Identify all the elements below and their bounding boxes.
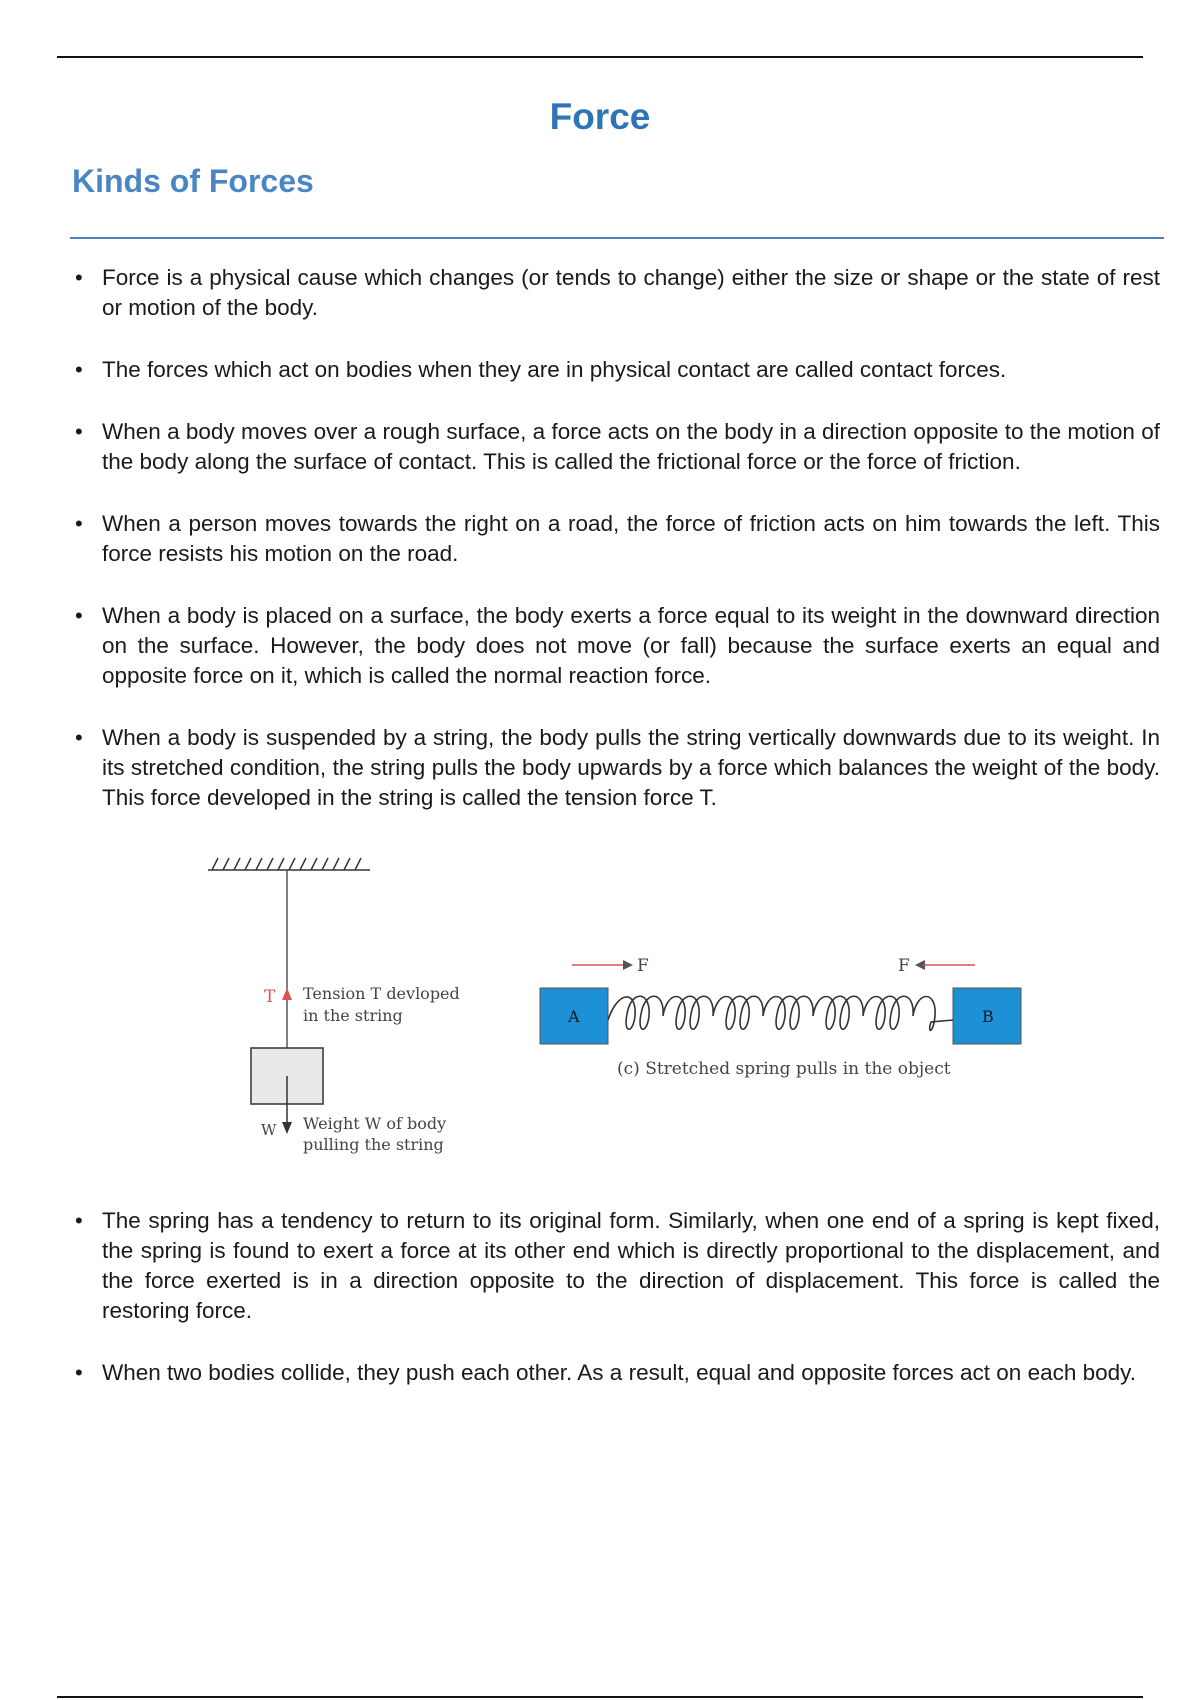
bullet-icon: • <box>75 603 83 628</box>
list-item: • When a body moves over a rough surface, a force acts on the body in a direction opposite to the motion of the body along the surface of contact. This is called the frictional force or the force of friction. <box>75 419 1160 474</box>
list-item: • When two bodies collide, they push each other. As a result, equal and opposite forces act on each body. <box>70 1358 1160 1388</box>
list-item: • When a body is suspended by a string, the body pulls the string vertically downwards due to its weight. In its stretched condition, the string pulls the body upwards by a force which balances the weight of the body. This force developed in the string is called the tension force T. <box>75 725 1160 810</box>
spring-coil <box>608 996 953 1030</box>
weight-arrow-icon <box>282 1122 292 1134</box>
weight-label-line2: pulling the string <box>303 1135 444 1154</box>
bullet-list-top <box>70 263 1160 845</box>
spring-diagram <box>535 950 1030 1080</box>
section-heading: Kinds of Forces <box>72 163 314 199</box>
weight-label-line1: Weight W of body <box>303 1114 447 1133</box>
list-item: • When a person moves towards the right on a road, the force of friction acts on him towards the left. This force resists his motion on the road. <box>75 511 1160 566</box>
force-left-label: F <box>637 956 649 976</box>
tension-arrow-icon <box>282 988 292 1000</box>
top-rule <box>57 56 1143 58</box>
bullet-icon: • <box>75 265 83 290</box>
list-item: • The spring has a tendency to return to its original form. Similarly, when one end of a spring is kept fixed, the spring is found to exert a force at its other end which is directly proportional to the displacement, and the force exerted is in a direction opposite to the direction of displacement. This force is called the restoring force. <box>75 1208 1160 1323</box>
bullet-icon: • <box>75 725 83 750</box>
bullet-icon: • <box>75 1208 83 1233</box>
tension-diagram <box>190 850 460 1170</box>
bullet-icon: • <box>75 511 83 536</box>
tension-label-line1: Tension T devloped <box>303 984 460 1003</box>
force-right-label: F <box>898 956 910 976</box>
figure-area <box>190 850 1030 1170</box>
weight-symbol: W <box>261 1121 277 1139</box>
ceiling-hatch <box>208 858 370 870</box>
bottom-rule <box>57 1696 1143 1698</box>
bullet-icon: • <box>75 419 83 444</box>
list-item: • When a body is placed on a surface, the body exerts a force equal to its weight in the downward direction on the surface. However, the body does not move (or fall) because the surface exerts an equal and opposite force on it, which is called the normal reaction force. <box>75 603 1160 688</box>
tension-label-line2: in the string <box>303 1006 403 1025</box>
tension-symbol: T <box>264 987 276 1007</box>
bullet-icon: • <box>75 357 83 382</box>
bullet-list-bottom <box>70 1206 1160 1420</box>
block-a-label: A <box>568 1007 580 1026</box>
spring-caption: (c) Stretched spring pulls in the object <box>617 1059 951 1079</box>
heading-divider <box>70 237 1164 239</box>
bullet-icon: • <box>75 1360 83 1385</box>
force-arrowhead-right-icon <box>623 960 633 970</box>
block-b-label: B <box>982 1007 994 1026</box>
list-item: • The forces which act on bodies when they are in physical contact are called contact forces. <box>70 355 1160 385</box>
list-item: • Force is a physical cause which changes (or tends to change) either the size or shape or the state of rest or motion of the body. <box>75 265 1160 320</box>
page-title: Force <box>549 96 651 137</box>
